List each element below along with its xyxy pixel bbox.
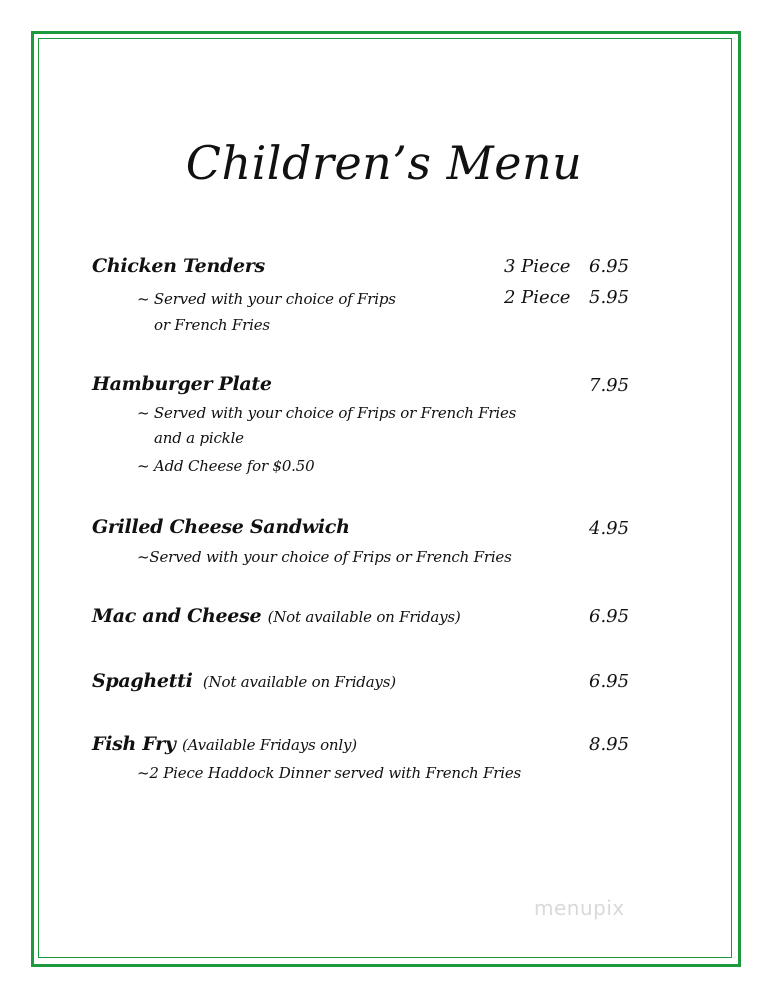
item-qty-3-piece: 3 Piece — [504, 256, 571, 277]
item-price-grilled-cheese: 4.95 — [589, 518, 630, 539]
item-name-grilled-cheese: Grilled Cheese Sandwich — [92, 516, 350, 538]
item-price-spaghetti: 6.95 — [589, 671, 630, 692]
item-price-3-piece: 6.95 — [589, 256, 630, 277]
item-desc-hamburger-1: ~ Served with your choice of Frips or French Fries — [137, 404, 517, 422]
item-price-2-piece: 5.95 — [589, 287, 630, 308]
item-desc-chicken-tenders-2: or French Fries — [154, 316, 270, 334]
item-name-mac-and-cheese — [92, 605, 461, 627]
item-note-mac-and-cheese: (Not available on Fridays) — [267, 608, 461, 626]
item-desc-hamburger-3: ~ Add Cheese for $0.50 — [137, 457, 315, 475]
item-name-chicken-tenders: Chicken Tenders — [92, 255, 265, 277]
item-price-hamburger-plate: 7.95 — [589, 375, 630, 396]
item-name-spaghetti-text: Spaghetti — [92, 670, 193, 692]
item-desc-chicken-tenders-1: ~ Served with your choice of Frips — [137, 290, 396, 308]
menu-title: Children’s Menu — [185, 136, 583, 190]
item-name-mac-and-cheese-text: Mac and Cheese — [92, 605, 262, 627]
item-note-fish-fry: (Available Fridays only) — [181, 736, 357, 754]
item-desc-grilled-cheese: ~Served with your choice of Frips or French Fries — [137, 548, 512, 566]
item-name-fish-fry — [92, 733, 357, 755]
menupix-watermark: menupix — [534, 896, 625, 920]
item-price-mac-and-cheese: 6.95 — [589, 606, 630, 627]
item-desc-hamburger-2: and a pickle — [154, 429, 244, 447]
item-name-spaghetti — [92, 670, 396, 692]
item-price-fish-fry: 8.95 — [589, 734, 630, 755]
item-name-hamburger-plate: Hamburger Plate — [92, 373, 272, 395]
item-name-fish-fry-text: Fish Fry — [92, 733, 176, 755]
item-note-spaghetti: (Not available on Fridays) — [202, 673, 396, 691]
item-desc-fish-fry: ~2 Piece Haddock Dinner served with French Fries — [137, 764, 522, 782]
item-qty-2-piece: 2 Piece — [504, 287, 571, 308]
